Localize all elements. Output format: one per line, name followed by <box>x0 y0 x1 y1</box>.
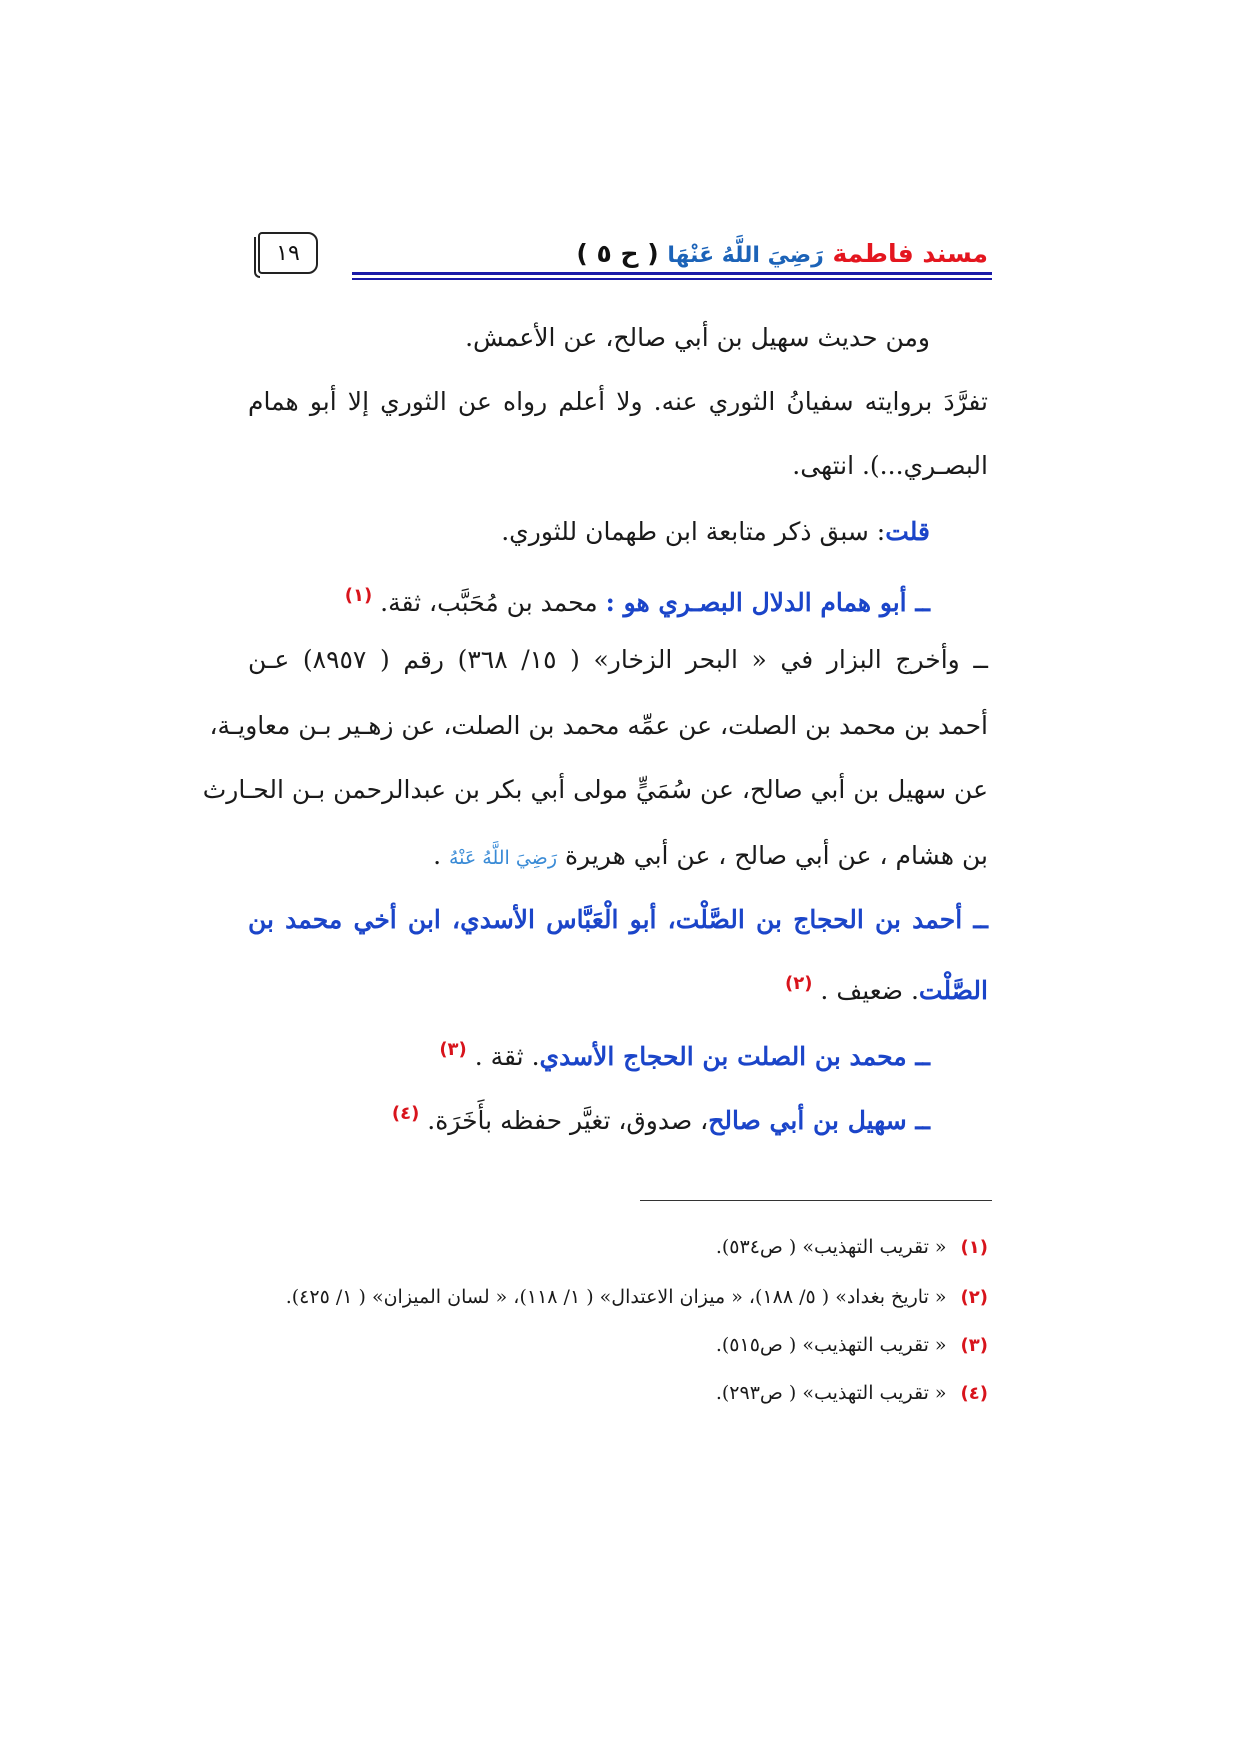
header-rule <box>352 272 992 275</box>
narrator-entry <box>345 576 930 623</box>
footnote-text: « تقريب التهذيب» ( ص٥٣٤). <box>715 1236 947 1258</box>
footnote <box>716 1232 988 1263</box>
narrator-name: ــ سهيل بن أبي صالح <box>708 1106 930 1135</box>
narrator-name: ــ محمد بن الصلت بن الحجاج الأسدي <box>539 1042 930 1071</box>
narrator-entry: ــ أحمد بن الحجاج بن الصَّلْت، أبو الْعَبَّاس الأسدي، ابن أخي محمد بن <box>248 905 988 934</box>
footnote <box>716 1330 988 1361</box>
footnote <box>286 1282 988 1313</box>
running-header <box>576 236 988 274</box>
page-number: ١٩ <box>276 240 300 266</box>
narrator-name: ــ أبو همام الدلال البصـري هو : <box>605 588 930 617</box>
body-text: بن هشام ، عن أبي صالح ، عن أبي هريرة <box>564 841 988 870</box>
header-volume: ( ح ٥ ) <box>576 239 659 268</box>
narrator-name: الصَّلْت <box>918 976 988 1005</box>
footnote-separator <box>640 1200 992 1201</box>
narrator-grade: محمد بن مُحَبَّب، ثقة. <box>380 588 598 617</box>
footnote-text: « تقريب التهذيب» ( ص٥١٥). <box>715 1334 947 1356</box>
header-honorific: رَضِيَ اللَّهُ عَنْهَا <box>667 243 824 268</box>
narrator-entry <box>439 1030 930 1077</box>
body-line: تفرَّدَ بروايته سفيانُ الثوري عنه. ولا أعلم رواه عن الثوري إلا أبو همام <box>248 387 988 416</box>
footnote-ref[interactable]: (٤) <box>391 1103 420 1124</box>
page-number-frame <box>258 232 318 274</box>
footnote-number: (٤) <box>960 1383 988 1404</box>
footnote-ref[interactable]: (١) <box>344 585 373 606</box>
header-title: مسند فاطمة <box>832 239 988 268</box>
header-rule-double <box>352 278 992 280</box>
body-line: البصـري...). انتهى. <box>792 451 988 480</box>
footnote-text: « تاريخ بغداد» ( ٥/ ١٨٨)، « ميزان الاعتدال» ( ١/ ١١٨)، « لسان الميزان» ( ١/ ٤٢٥). <box>285 1286 947 1308</box>
body-text: . <box>433 841 442 870</box>
honorific: رَضِيَ اللَّهُ عَنْهُ <box>448 847 557 869</box>
narrator-entry <box>785 964 988 1011</box>
body-line <box>501 512 930 552</box>
body-line: عن سهيل بن أبي صالح، عن سُمَيٍّ مولى أبي بكر بن عبدالرحمن بـن الحـارث <box>202 775 988 804</box>
footnote <box>716 1378 988 1409</box>
narrator-grade: . ثقة . <box>474 1042 540 1071</box>
footnote-number: (١) <box>960 1237 988 1258</box>
footnote-ref[interactable]: (٣) <box>439 1039 467 1060</box>
body-line: أحمد بن محمد بن الصلت، عن عمِّه محمد بن الصلت، عن زهـير بـن معاويـة، <box>209 711 988 740</box>
narrator-grade: . ضعيف . <box>820 976 919 1005</box>
footnote-number: (٣) <box>960 1335 988 1356</box>
note-label: قلت <box>885 517 930 546</box>
footnote-number: (٢) <box>960 1287 988 1308</box>
body-line: ومن حديث سهيل بن أبي صالح، عن الأعمش. <box>465 323 930 352</box>
body-line <box>433 836 988 878</box>
narrator-entry <box>392 1094 930 1141</box>
narrator-grade: ، صدوق، تغيَّر حفظه بأَخَرَة. <box>427 1106 709 1135</box>
footnote-ref[interactable]: (٢) <box>785 973 813 994</box>
footnote-text: « تقريب التهذيب» ( ص٢٩٣). <box>715 1382 947 1404</box>
note-text: : سبق ذكر متابعة ابن طهمان للثوري. <box>501 517 886 546</box>
body-line: ــ وأخرج البزار في « البحر الزخار» ( ١٥/ ٣٦٨) رقم ( ٨٩٥٧) عـن <box>248 645 988 674</box>
